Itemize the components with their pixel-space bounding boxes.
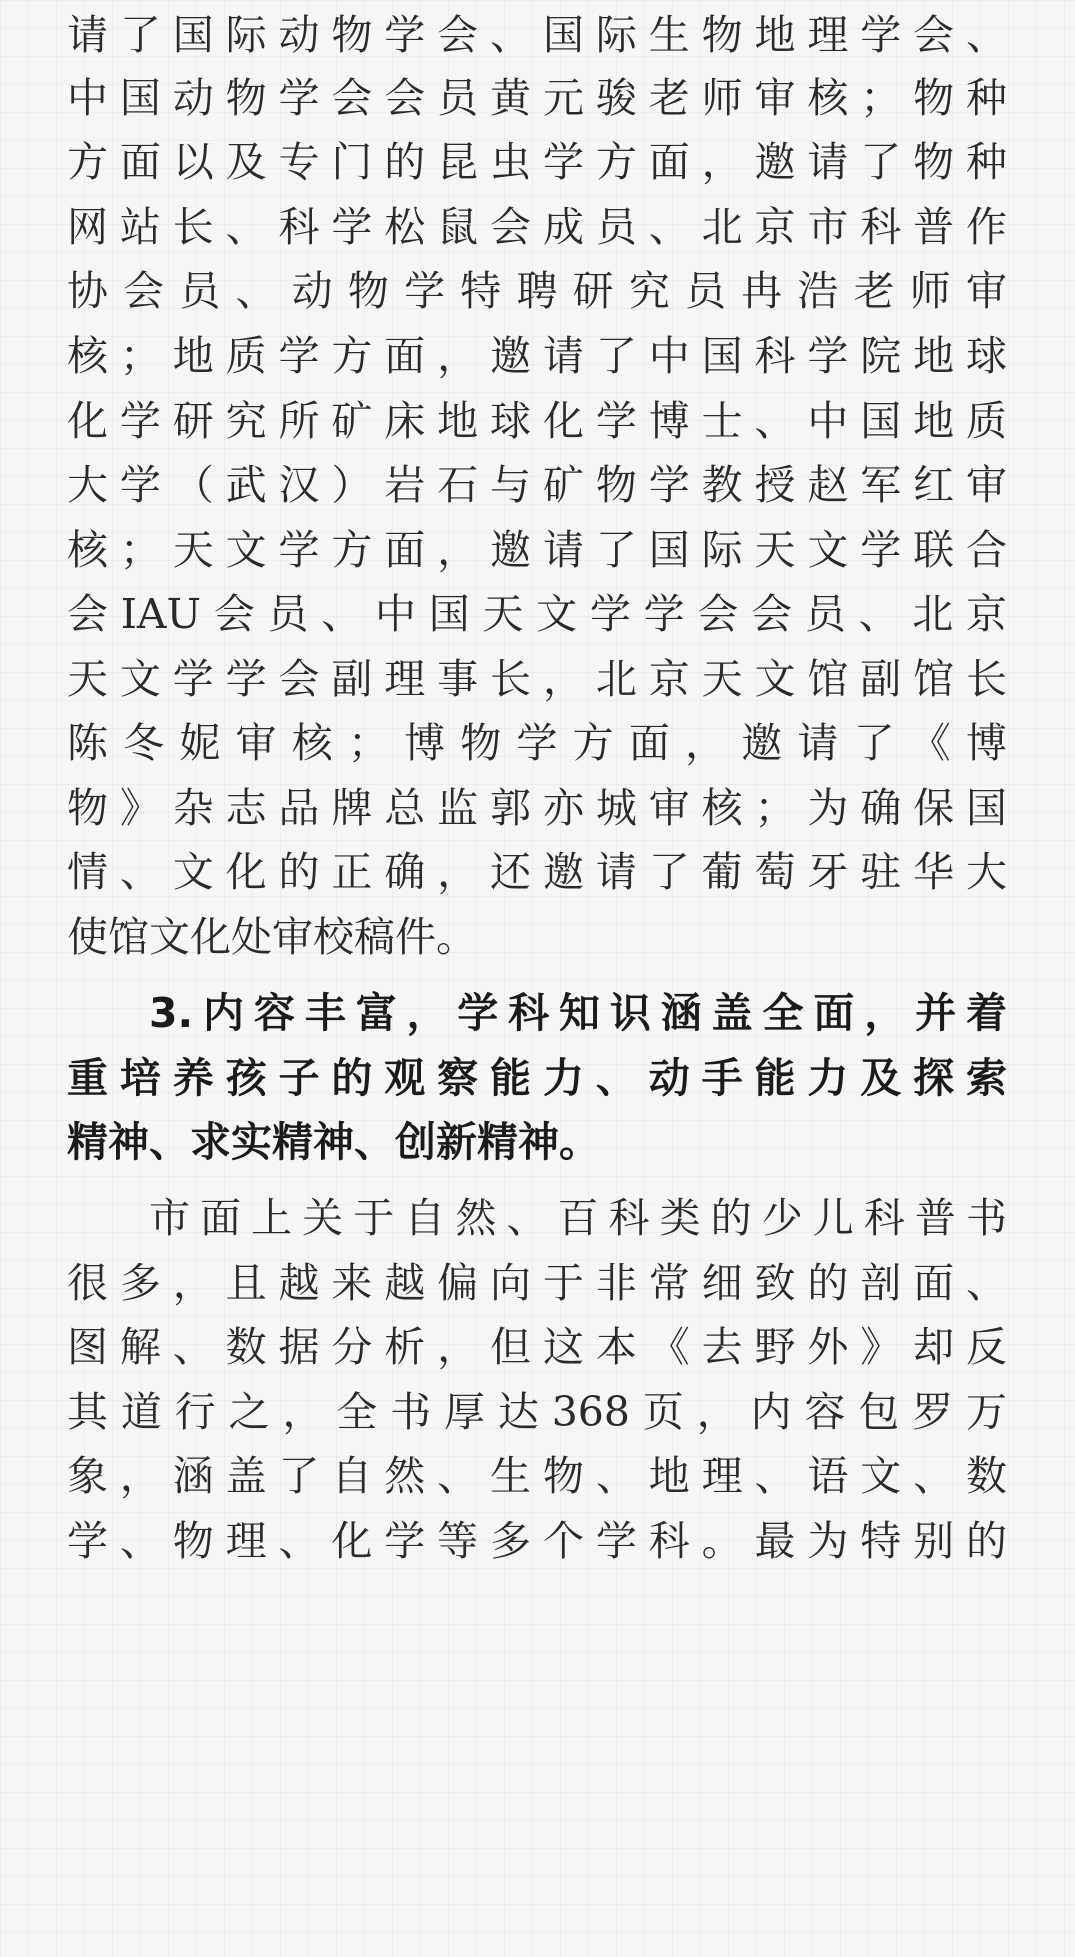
text-line: 物》杂志品牌总监郭亦城审核；为确保国 — [67, 784, 1007, 832]
text-line: 使馆文化处审校稿件。 — [67, 913, 477, 961]
text-line: 其道行之，全书厚达368页，内容包罗万 — [67, 1388, 1007, 1436]
text-line: 学、物理、化学等多个学科。最为特别的 — [67, 1517, 1007, 1565]
text-line: 方面以及专门的昆虫学方面，邀请了物种 — [67, 138, 1007, 186]
text-line: 请了国际动物学会、国际生物地理学会、 — [67, 11, 1007, 59]
text-line: 市面上关于自然、百科类的少儿科普书 — [149, 1194, 1007, 1242]
text-line: 天文学学会副理事长，北京天文馆副馆长 — [67, 655, 1007, 703]
text-line: 陈冬妮审核；博物学方面，邀请了《博 — [67, 719, 1007, 767]
text-line: 协会员、动物学特聘研究员冉浩老师审 — [67, 267, 1007, 315]
text-line: 图解、数据分析，但这本《去野外》却反 — [67, 1323, 1007, 1371]
text-line: 核；天文学方面，邀请了国际天文学联合 — [67, 526, 1007, 574]
heading-line: 精神、求实精神、创新精神。 — [67, 1118, 600, 1166]
text-line: 网站长、科学松鼠会成员、北京市科普作 — [67, 203, 1007, 251]
heading-line: 重培养孩子的观察能力、动手能力及探索 — [67, 1054, 1007, 1102]
text-line: 核；地质学方面，邀请了中国科学院地球 — [67, 332, 1007, 380]
text-line: 象，涵盖了自然、生物、地理、语文、数 — [67, 1452, 1007, 1500]
text-line: 大学（武汉）岩石与矿物学教授赵军红审 — [67, 461, 1007, 509]
text-line: 化学研究所矿床地球化学博士、中国地质 — [67, 397, 1007, 445]
text-line: 情、文化的正确，还邀请了葡萄牙驻华大 — [67, 848, 1007, 896]
text-line: 中国动物学会会员黄元骏老师审核；物种 — [67, 74, 1007, 122]
heading-line: 3.内容丰富，学科知识涵盖全面，并着 — [149, 989, 1007, 1037]
text-line: 很多，且越来越偏向于非常细致的剖面、 — [67, 1259, 1007, 1307]
text-line: 会IAU会员、中国天文学学会会员、北京 — [67, 590, 1007, 638]
